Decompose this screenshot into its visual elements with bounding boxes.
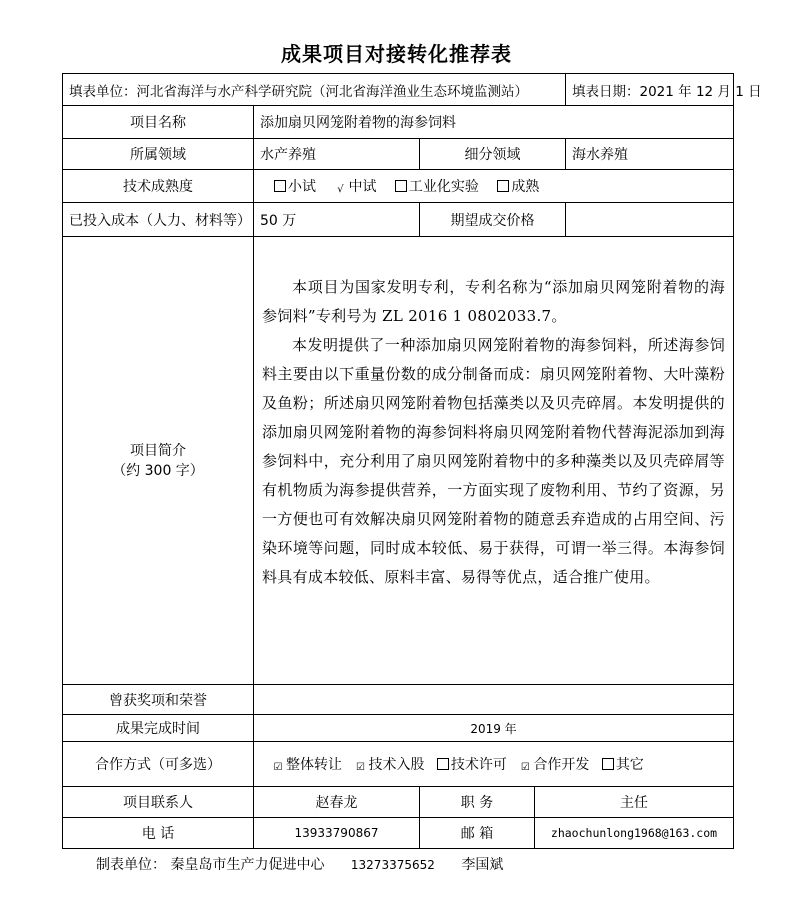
phone-label: 电 话 [63, 818, 254, 849]
checked-box-icon: ☑ [355, 762, 365, 773]
maturity-label: 技术成熟度 [63, 170, 254, 203]
position-label: 职 务 [420, 787, 535, 818]
sub-field-value: 海水养殖 [566, 139, 734, 170]
checkbox-icon [437, 758, 449, 770]
project-name-value: 添加扇贝网笼附着物的海参饲料 [254, 106, 734, 139]
checkbox-icon [395, 180, 407, 192]
footer-person: 李国斌 [461, 857, 504, 873]
contact-name: 赵春龙 [254, 787, 420, 818]
checkbox-icon [497, 180, 509, 192]
maturity-option-small-test[interactable]: 小试 [274, 179, 316, 195]
filling-unit: 填表单位：河北省海洋与水产科学研究院（河北省海洋渔业生态环境监测站） [63, 74, 566, 106]
check-mark-icon: √ [337, 184, 344, 195]
cost-value: 50 万 [254, 203, 420, 237]
coop-option-equity[interactable]: ☑ 技术入股 [355, 757, 425, 773]
intro-label-cell [63, 237, 254, 685]
cost-label: 已投入成本（人力、材料等） [63, 203, 254, 237]
project-name-label: 项目名称 [63, 106, 254, 139]
awards-label: 曾获奖项和荣誉 [63, 685, 254, 715]
checked-box-icon: ☑ [520, 762, 530, 773]
coop-option-codev[interactable]: ☑ 合作开发 [520, 757, 590, 773]
email-value: zhaochunlong1968@163.com [535, 818, 734, 849]
intro-paragraph: 本发明提供了一种添加扇贝网笼附着物的海参饲料，所述海参饲料主要由以下重量份数的成分制备而成：扇贝网笼附着物、大叶藻粉及鱼粉；所述扇贝网笼附着物包括藻类以及贝壳碎屑。本发明提供的添加扇贝网笼附着物的海参饲料将扇贝网笼附着物代替海泥添加到海参饲料中，充分利用了扇贝网笼附着物中的多种藻类以及贝壳碎屑等有机物质为海参提供营养，一方面实现了废物利用、节约了资源，另一方便也可有效解决扇贝网笼附着物的随意丢弃造成的占用空间、污染环境等问题，同时成本较低、易于获得，可谓一举三得。本海参饲料具有成本较低、原料丰富、易得等优点，适合推广使用。 [262, 336, 725, 586]
field-label: 所属领域 [63, 139, 254, 170]
footer-maker: 制表单位： 秦皇岛市生产力促进中心 [96, 857, 325, 873]
maturity-option-pilot-test[interactable]: √ 中试 [334, 179, 376, 195]
checked-box-icon: ☑ [273, 762, 283, 773]
sub-field-label: 细分领域 [420, 139, 566, 170]
contact-label: 项目联系人 [63, 787, 254, 818]
coop-option-other[interactable]: 其它 [602, 757, 644, 773]
recommendation-form-table [62, 73, 762, 849]
email-label: 邮 箱 [420, 818, 535, 849]
footer-phone: 13273375652 [350, 858, 435, 872]
field-value: 水产养殖 [254, 139, 420, 170]
awards-value [254, 685, 734, 715]
form-footer [96, 854, 525, 874]
coop-option-transfer[interactable]: ☑ 整体转让 [273, 757, 342, 773]
checkbox-icon [274, 180, 286, 192]
checkbox-icon [602, 758, 614, 770]
completion-value: 2019 年 [254, 715, 734, 742]
intro-content [254, 237, 734, 685]
coop-option-license[interactable]: 技术许可 [437, 757, 507, 773]
intro-note: （约 300 字） [112, 462, 204, 479]
price-value [566, 203, 734, 237]
filling-date: 填表日期：2021 年 12 月 1 日 [566, 74, 734, 106]
cooperation-label: 合作方式（可多选） [63, 742, 254, 787]
intro-label: 项目简介 [130, 442, 186, 459]
position-value: 主任 [535, 787, 734, 818]
maturity-options [254, 170, 734, 203]
phone-value: 13933790867 [254, 818, 420, 849]
form-title: 成果项目对接转化推荐表 [281, 42, 512, 66]
cooperation-options [254, 742, 734, 787]
price-label: 期望成交价格 [420, 203, 566, 237]
intro-paragraph: 本项目为国家发明专利，专利名称为“添加扇贝网笼附着物的海参饲料”专利号为 ZL 2016 1 0802033.7。 [262, 278, 725, 325]
completion-label: 成果完成时间 [63, 715, 254, 742]
maturity-option-mature[interactable]: 成熟 [497, 179, 539, 195]
maturity-option-industrial[interactable]: 工业化实验 [395, 179, 479, 195]
